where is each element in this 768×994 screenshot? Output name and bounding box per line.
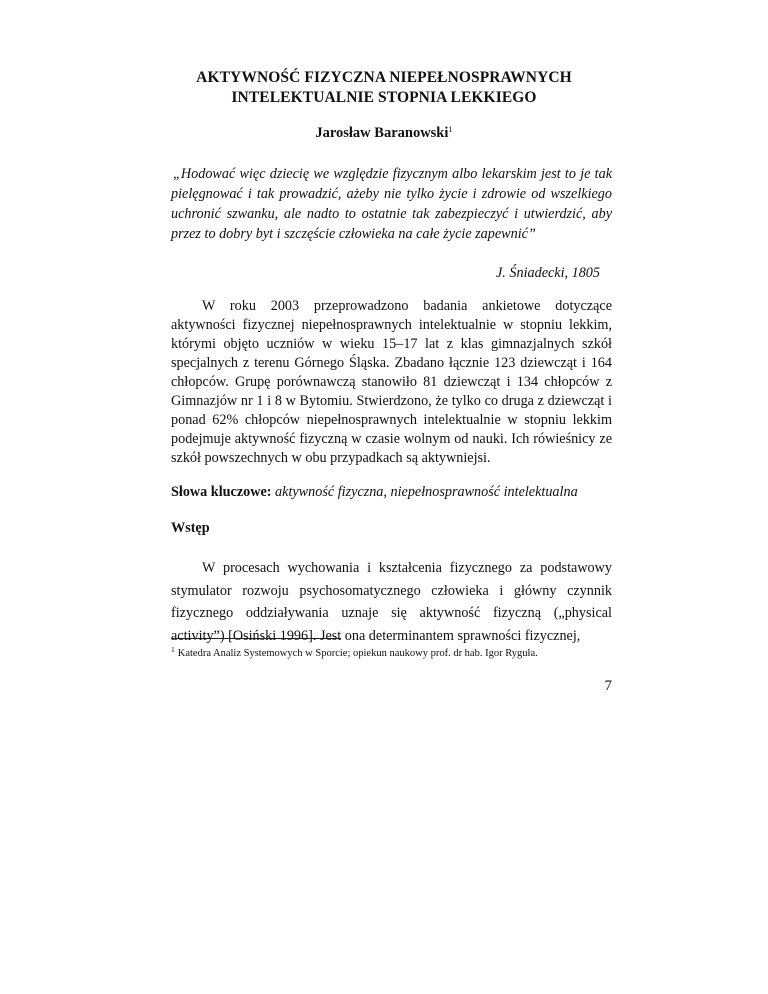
- keywords-line: [171, 484, 612, 501]
- abstract-paragraph: W roku 2003 przeprowadzono badania ankietowe dotyczące aktywności fizycznej niepełnosprawnych intelektualnie w stopniu lekkim, którymi objęto uczniów w wieku 15–17 lat z klas gimnazjalnych szkół specjalnych z terenu Górnego Śląska. Zbadano łącznie 123 dziewcząt i 164 chłopców. Grupę porównawczą stanowiło 81 dziewcząt i 134 chłopców z Gimnazjów nr 1 i 8 w Bytomiu. Stwierdzono, że tylko co druga z dziewcząt i ponad 62% chłopców niepełnosprawnych intelektualnie w stopniu lekkim podejmuje aktywność fizyczną w czasie wolnym od nauki. Ich rówieśnicy ze szkół powszechnych w obu przypadkach są aktywniejsi.: [171, 298, 612, 466]
- author-footnote-mark: 1: [448, 124, 453, 134]
- footnote-mark: 1: [171, 645, 175, 654]
- section-heading: Wstęp: [171, 520, 210, 536]
- author-line: [0, 124, 768, 142]
- article-title-line-1: AKTYWNOŚĆ FIZYCZNA NIEPEŁNOSPRAWNYCH: [196, 69, 572, 86]
- epigraph: „Hodować więc dziecię we względzie fizycznym albo lekarskim jest to je tak pielęgnować i tak prowadzić, ażeby nie tylko życie i zdrowie od wszelkiego uchronić szwanku, ale nadto to ostatnie tak zabezpieczyć i utwierdzić, aby przez to dobry byt i szczęście człowieka na całe życie zapewnić”: [171, 166, 612, 242]
- body-paragraph: W procesach wychowania i kształcenia fizycznego za podstawowy stymulator rozwoju psychosomatycznego człowieka i główny czynnik fizycznego oddziaływania uznaje się aktywność fizyczną („physical activity”) [Osiński 1996]. Jest ona determinantem sprawności fizycznej,: [171, 560, 612, 644]
- footnote: [171, 645, 612, 659]
- article-title: [0, 68, 768, 108]
- page-number: 7: [604, 678, 612, 694]
- article-title-line-2: INTELEKTUALNIE STOPNIA LEKKIEGO: [231, 89, 537, 106]
- keywords-text: aktywność fizyczna, niepełnosprawność intelektualna: [275, 484, 578, 500]
- footnote-text: Katedra Analiz Systemowych w Sporcie; opiekun naukowy prof. dr hab. Igor Ryguła.: [177, 648, 538, 659]
- epigraph-attribution: J. Śniadecki, 1805: [495, 265, 600, 281]
- footnote-divider: [171, 638, 341, 639]
- keywords-label: Słowa kluczowe:: [171, 484, 272, 500]
- author-name: Jarosław Baranowski: [315, 125, 449, 141]
